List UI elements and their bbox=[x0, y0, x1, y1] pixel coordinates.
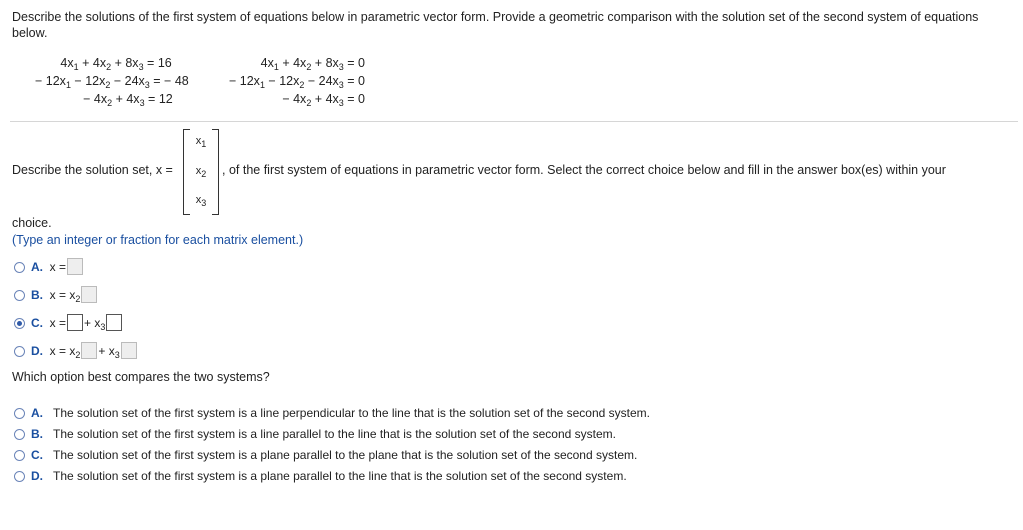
compare-question: Which option best compares the two systems? bbox=[12, 370, 270, 384]
variable-vector-matrix bbox=[183, 129, 219, 215]
system1-eq2: − $12x_1 - 12x_2 - 24x_3$ = − 48 bbox=[35, 74, 189, 90]
choice-d-mid: + $x_3$ bbox=[98, 343, 120, 360]
choice-c[interactable] bbox=[31, 314, 123, 331]
solution-prompt-before: Describe the solution set, x = bbox=[12, 163, 173, 177]
compare-option-c[interactable] bbox=[31, 448, 637, 462]
compare-c-text: The solution set of the first system is a plane parallel to the plane that is the solution set of the second system. bbox=[53, 448, 638, 462]
compare-a-letter: A. bbox=[31, 406, 43, 420]
compare-d-letter: D. bbox=[31, 469, 43, 483]
answer-hint: (Type an integer or fraction for each matrix element.) bbox=[12, 233, 304, 247]
choice-b-answer-box[interactable] bbox=[81, 286, 97, 303]
compare-d-radio[interactable] bbox=[14, 471, 25, 482]
compare-option-d[interactable] bbox=[31, 469, 627, 483]
system-1 bbox=[35, 54, 189, 108]
compare-d-text: The solution set of the first system is a plane parallel to the line that is the solution set of the second system. bbox=[53, 469, 627, 483]
compare-a-text: The solution set of the first system is a line perpendicular to the line that is the solution set of the second system. bbox=[53, 406, 650, 420]
system2-eq1: $4x_1 + 4x_2 + 8x_3 = 0$ bbox=[260, 56, 365, 72]
choice-d-answer-box-2[interactable] bbox=[121, 342, 137, 359]
choice-d-text: $x = x_2$ bbox=[49, 343, 81, 360]
choice-c-mid: + $x_3$ bbox=[84, 315, 106, 332]
system2-eq2: − $12x_1 - 12x_2 - 24x_3 = 0$ bbox=[229, 74, 365, 90]
matrix-x1: $x_1$ bbox=[195, 135, 207, 149]
choice-c-radio-selected[interactable] bbox=[14, 318, 25, 329]
choice-a[interactable] bbox=[31, 258, 84, 275]
question-intro: Describe the solutions of the first system of equations below in parametric vector form. Provide a geometric comparison with the solution set of the second system of equations below. bbox=[12, 10, 979, 40]
choice-d-answer-box-1[interactable] bbox=[81, 342, 97, 359]
solution-prompt-continued: choice. bbox=[12, 216, 52, 230]
choice-c-letter: C. bbox=[31, 315, 43, 330]
system1-eq1: $4x_1 + 4x_2 + 8x_3 = 16$ bbox=[60, 56, 172, 72]
compare-c-radio[interactable] bbox=[14, 450, 25, 461]
choice-d-letter: D. bbox=[31, 343, 43, 358]
choice-b-text: $x = x_2$ bbox=[49, 287, 81, 304]
compare-b-text: The solution set of the first system is a line parallel to the line that is the solution set of the second system. bbox=[53, 427, 616, 441]
system2-eq3: − $4x_2 + 4x_3 = 0$ bbox=[282, 92, 365, 108]
section-divider bbox=[10, 121, 1018, 122]
system-2 bbox=[229, 54, 365, 108]
choice-a-text: x = bbox=[49, 259, 67, 274]
choice-a-radio[interactable] bbox=[14, 262, 25, 273]
matrix-x2: $x_2$ bbox=[195, 165, 207, 179]
compare-a-radio[interactable] bbox=[14, 408, 25, 419]
choice-b-radio[interactable] bbox=[14, 290, 25, 301]
compare-b-radio[interactable] bbox=[14, 429, 25, 440]
choice-b-letter: B. bbox=[31, 287, 43, 302]
compare-c-letter: C. bbox=[31, 448, 43, 462]
choice-d-radio[interactable] bbox=[14, 346, 25, 357]
system1-eq3: − $4x_2 + 4x_3 = 12$ bbox=[83, 92, 173, 108]
choice-d[interactable] bbox=[31, 342, 138, 359]
solution-prompt-after: , of the first system of equations in parametric vector form. Select the correct choice below and fill in the answer box(es) within your bbox=[222, 163, 946, 177]
compare-option-a[interactable] bbox=[31, 406, 650, 420]
matrix-x3: $x_3$ bbox=[195, 194, 207, 208]
compare-b-letter: B. bbox=[31, 427, 43, 441]
choice-c-text: x = bbox=[49, 315, 67, 330]
choice-a-letter: A. bbox=[31, 259, 43, 274]
choice-c-answer-box-2[interactable] bbox=[106, 314, 122, 331]
choice-b[interactable] bbox=[31, 286, 98, 303]
choice-a-answer-box[interactable] bbox=[67, 258, 83, 275]
compare-option-b[interactable] bbox=[31, 427, 616, 441]
choice-c-answer-box-1[interactable] bbox=[67, 314, 83, 331]
